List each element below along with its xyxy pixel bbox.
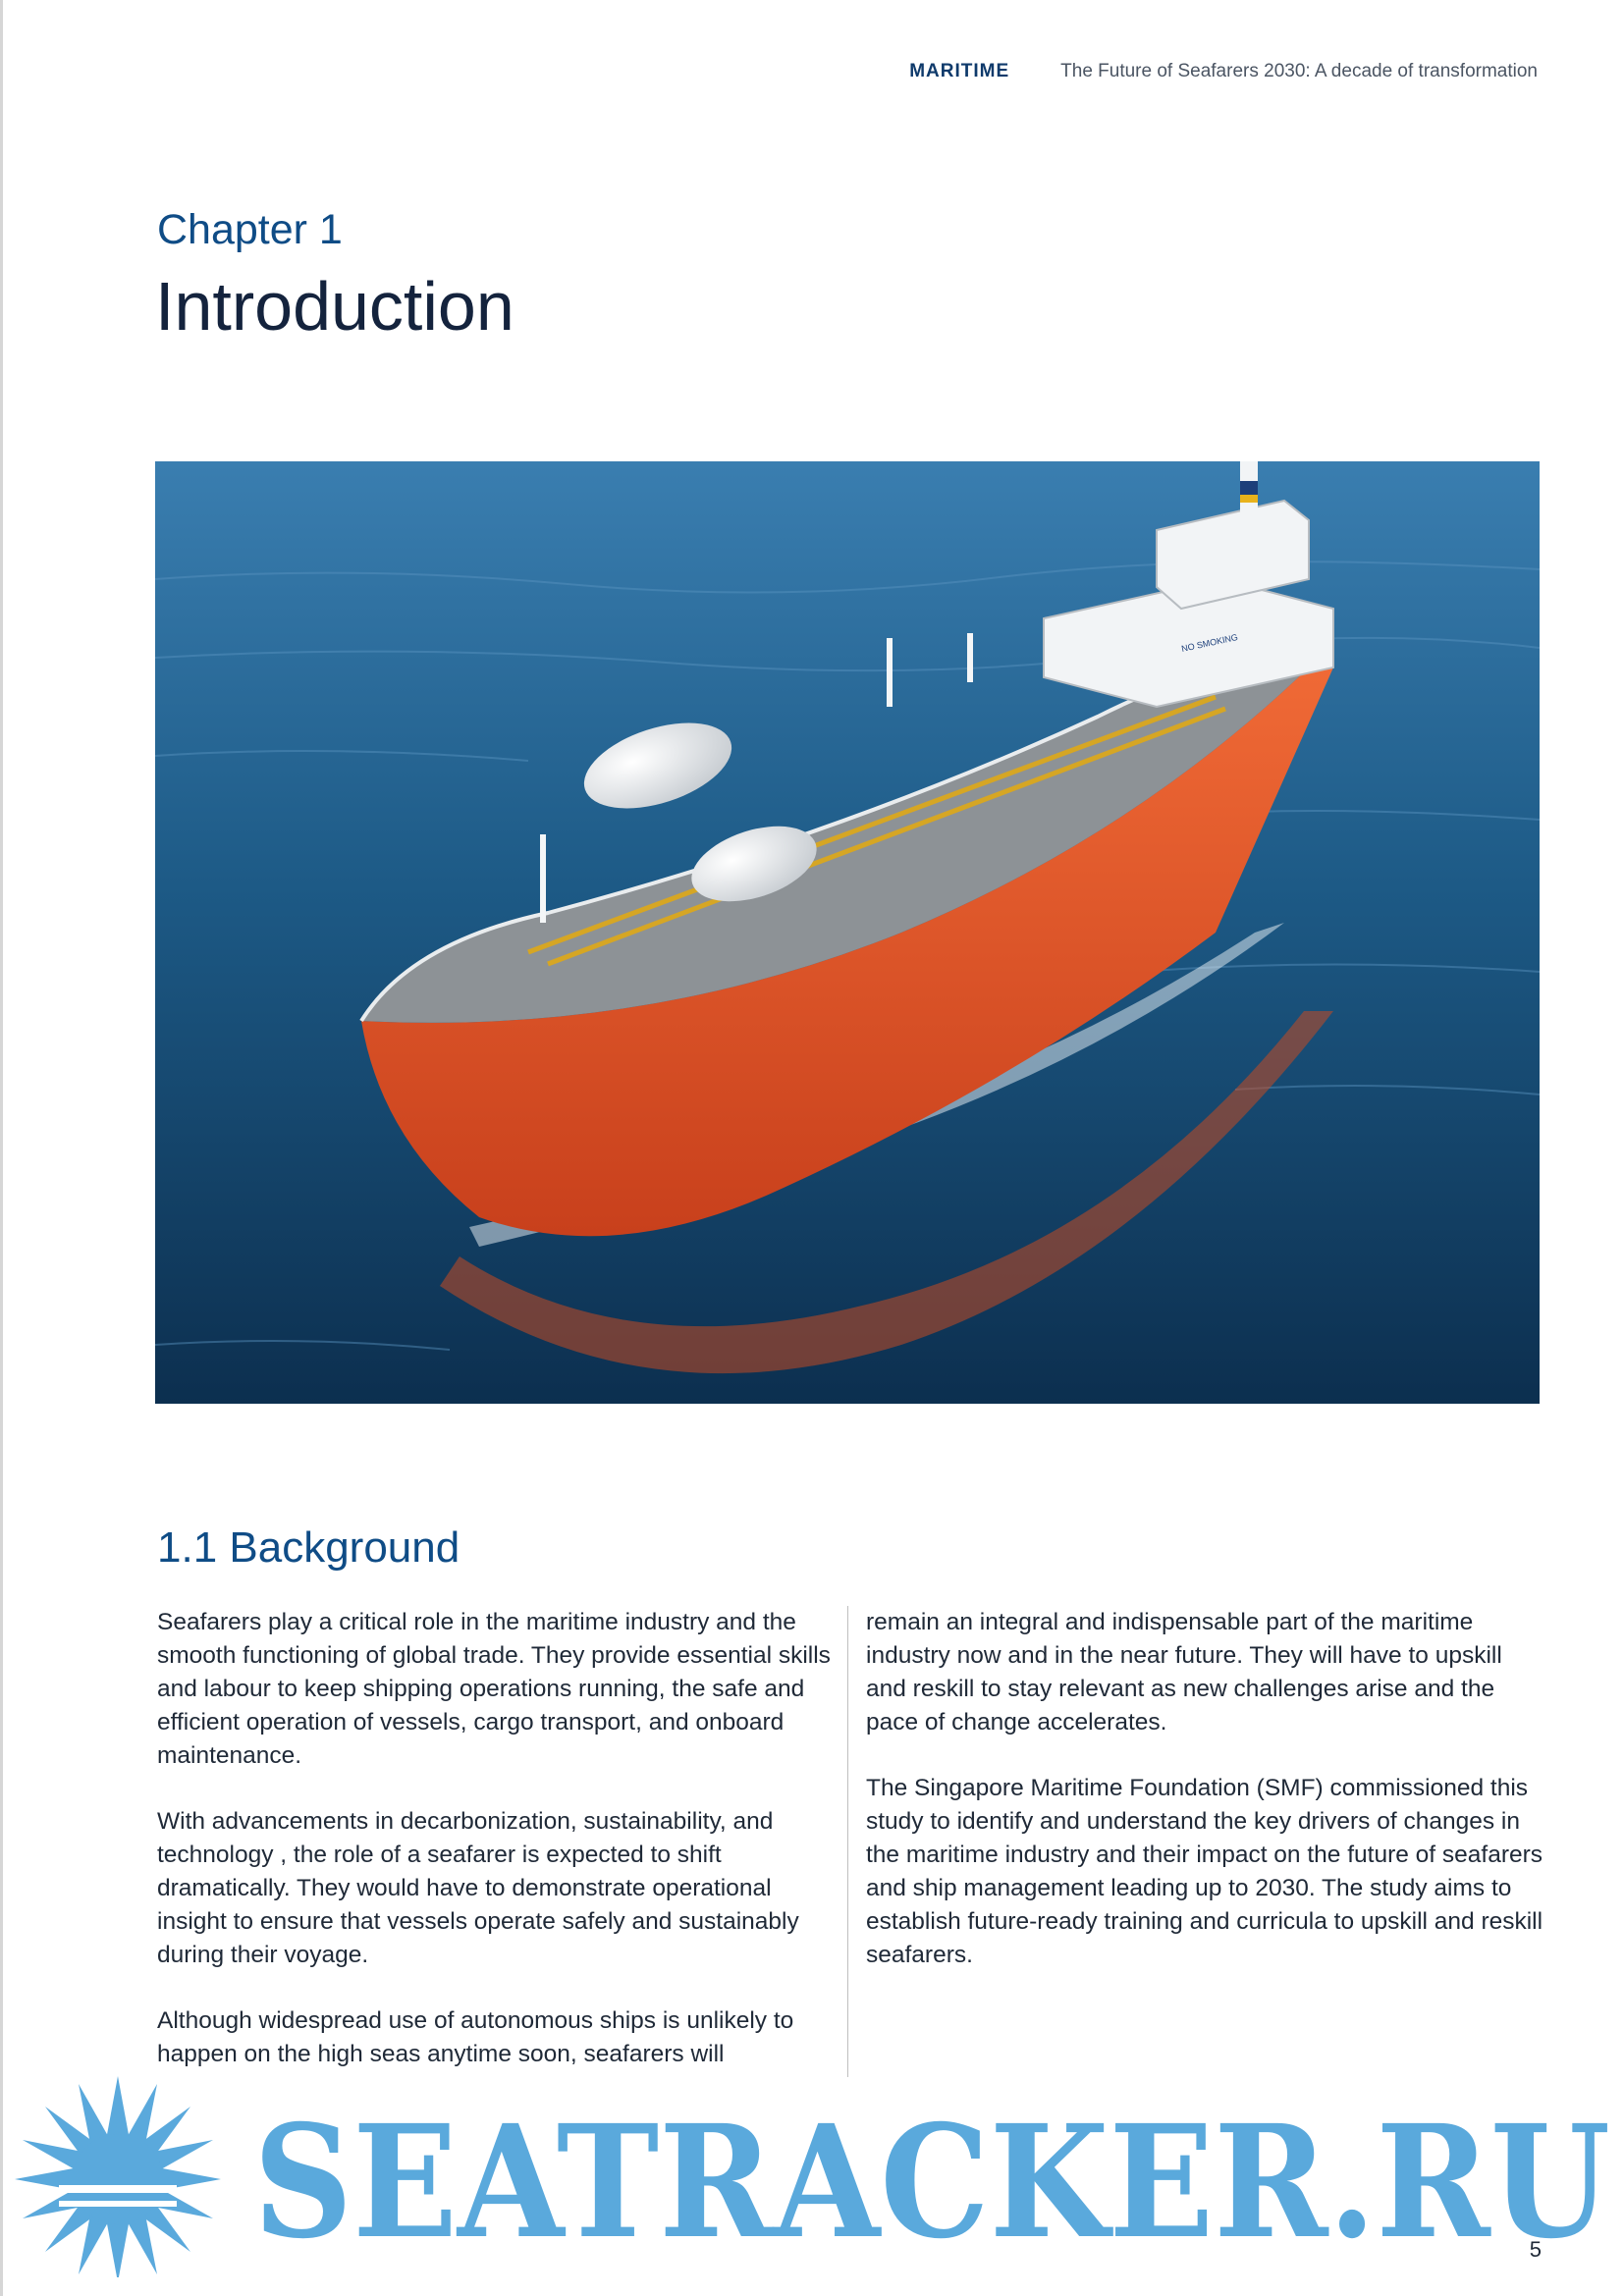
watermark bbox=[0, 2061, 1624, 2277]
header-brand: MARITIME bbox=[909, 61, 1010, 81]
paragraph: The Singapore Maritime Foundation (SMF) commissioned this study to identify and understand the key drivers of changes in the maritime industry and their impact on the future of seafarers and ship management leading up to 2030. The study aims to establish future-ready training and curricula to upskill and reskill seafarers. bbox=[866, 1775, 1543, 1968]
paragraph: Seafarers play a critical role in the maritime industry and the smooth functioning of global trade. They provide essential skills and labour to keep shipping operations running, the safe and efficient operation of vessels, cargo transport, and onboard maintenance. bbox=[157, 1609, 831, 1769]
body-column-left bbox=[157, 1606, 835, 2104]
funnel-stripe bbox=[1240, 495, 1258, 503]
chapter-label: Chapter 1 bbox=[157, 206, 343, 253]
paragraph: remain an integral and indispensable part of the maritime industry now and in the near future. They will have to upskill and reskill to stay relevant as new challenges arise and the pace of change accelerates. bbox=[866, 1609, 1502, 1735]
column-divider bbox=[847, 1606, 848, 2077]
page-edge-rule bbox=[0, 0, 3, 2296]
hero-ship-photo bbox=[155, 461, 1540, 1404]
page-number: 5 bbox=[1529, 2237, 1542, 2262]
watermark-text: SEATRACKER.RU bbox=[253, 2092, 1610, 2273]
running-header bbox=[909, 59, 1538, 84]
funnel-band bbox=[1240, 481, 1258, 495]
gas-carrier-illustration bbox=[155, 461, 1540, 1404]
paragraph: With advancements in decarbonization, sustainability, and technology , the role of a seafarer is expected to shift dramatically. They would have to demonstrate operational insight to ensure that vessels operate safely and sustainably during their voyage. bbox=[157, 1808, 799, 1968]
watermark-graphic bbox=[0, 2061, 1624, 2277]
chapter-title: Introduction bbox=[155, 268, 514, 345]
section-title: 1.1 Background bbox=[157, 1523, 460, 1572]
sun-logo-icon bbox=[15, 2076, 221, 2277]
ship-marking-text: NO SMOKING bbox=[1180, 632, 1239, 654]
paragraph: Although widespread use of autonomous ships is unlikely to happen on the high seas anytime soon, seafarers will bbox=[157, 2007, 794, 2067]
header-document-title: The Future of Seafarers 2030: A decade of transformation bbox=[1060, 61, 1538, 81]
body-column-right bbox=[866, 1606, 1543, 2004]
